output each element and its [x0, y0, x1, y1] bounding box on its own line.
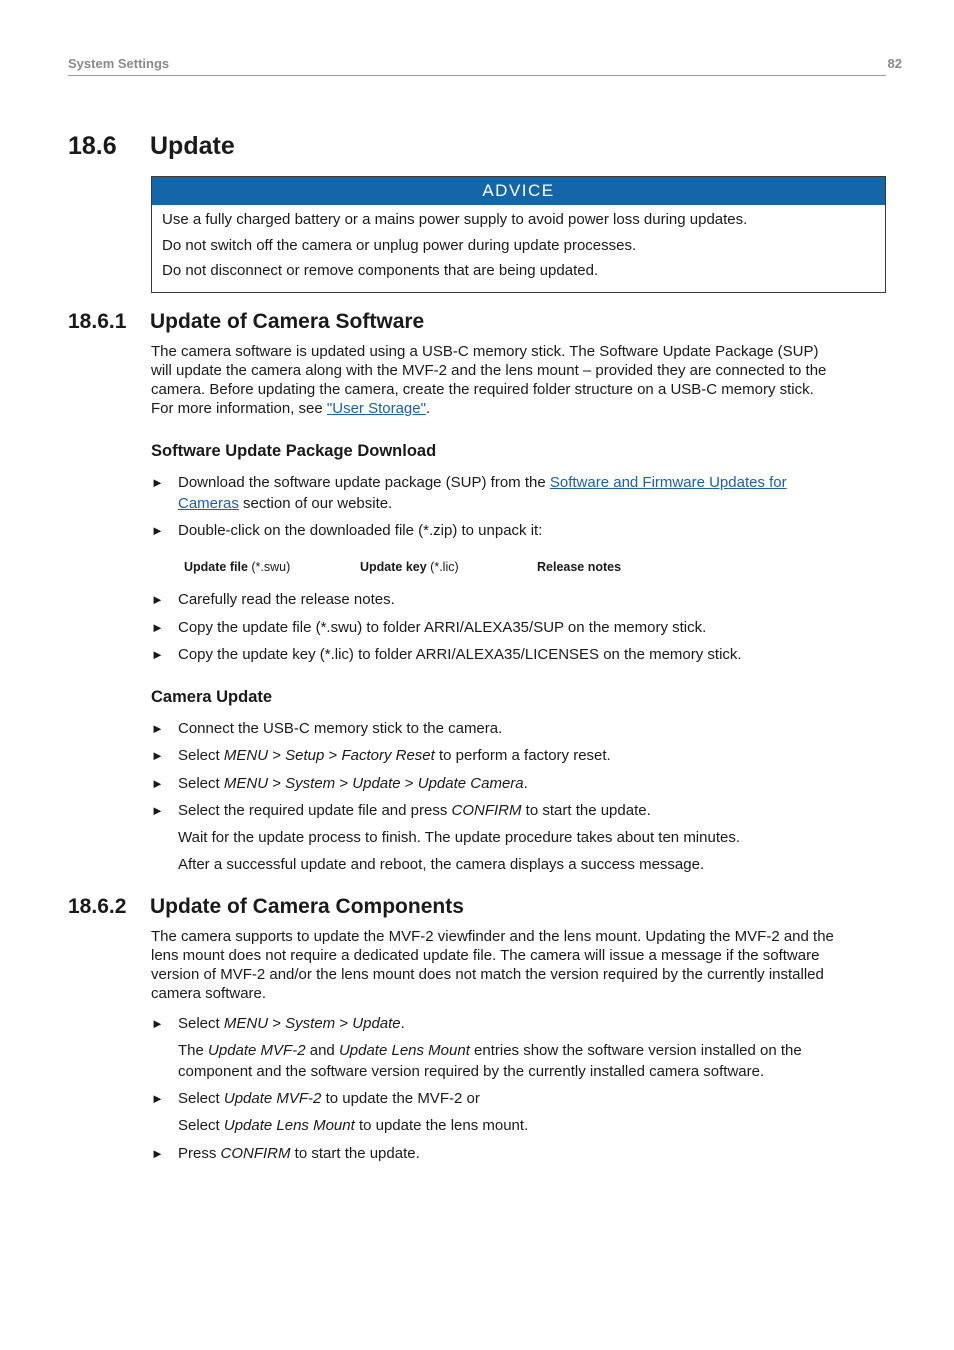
bullet-arrow-icon: ► — [151, 647, 164, 662]
advice-line: Do not switch off the camera or unplug power during update processes. — [162, 237, 637, 254]
bullet-arrow-icon: ► — [151, 592, 164, 607]
menu-path: Setup — [285, 747, 325, 764]
menu-path: Update — [352, 1015, 401, 1032]
t: to start the update. — [290, 1145, 420, 1162]
paragraph-line: version of MVF-2 and/or the lens mount does not match the version required by the currently installed — [151, 966, 824, 983]
advice-line: Do not disconnect or remove components that are being updated. — [162, 262, 599, 279]
t: > — [400, 775, 418, 792]
t: > — [268, 775, 286, 792]
bullet-arrow-icon: ► — [151, 721, 164, 736]
note-text: component and the software version required by the currently installed camera software. — [178, 1063, 765, 1080]
paragraph-line — [151, 399, 886, 418]
subsection-number: 18.6.1 — [68, 310, 127, 333]
list-text: section of our website. — [238, 495, 393, 512]
t: Select — [178, 747, 224, 764]
t: Select — [178, 775, 224, 792]
note-text — [178, 1115, 878, 1136]
paragraph-line: will update the camera along with the MVF-2 and the lens mount – provided they are connected to the — [151, 362, 827, 379]
paragraph-line: The camera software is updated using a USB-C memory stick. The Software Update Package (SUP) — [151, 343, 819, 360]
menu-path: Update Camera — [417, 775, 524, 792]
t: > — [335, 1015, 353, 1032]
advice-box — [151, 176, 886, 293]
file-name: Release notes — [537, 560, 622, 574]
list-item-text — [178, 745, 848, 766]
menu-path: MENU — [223, 1015, 269, 1032]
menu-path: Update MVF-2 — [223, 1090, 322, 1107]
subsection-title-text: Update of Camera Components — [150, 895, 464, 918]
bullet-arrow-icon: ► — [151, 475, 164, 490]
subsection-title-text: Update of Camera Software — [150, 310, 425, 333]
list-item-text — [178, 773, 848, 794]
paragraph-line: lens mount does not require a dedicated update file. The camera will issue a message if the software — [151, 947, 820, 964]
list-item-text: Carefully read the release notes. — [178, 591, 395, 608]
subsection-title-software — [68, 310, 424, 334]
camera-update-heading: Camera Update — [151, 688, 273, 706]
firmware-updates-link[interactable]: Software and Firmware Updates for — [549, 474, 787, 491]
bullet-arrow-icon: ► — [151, 620, 164, 635]
menu-path: CONFIRM — [451, 802, 522, 819]
menu-path: Update MVF-2 — [208, 1042, 306, 1059]
t: > — [335, 775, 353, 792]
t: to update the lens mount. — [354, 1117, 529, 1134]
t: Press — [178, 1145, 221, 1162]
list-item-text: Connect the USB-C memory stick to the camera. — [178, 720, 503, 737]
paragraph-line: camera. Before updating the camera, create the required folder structure on a USB-C memory stick. — [151, 381, 814, 398]
note-text: Wait for the update process to finish. The update procedure takes about ten minutes. — [178, 829, 741, 846]
paragraph-line: camera software. — [151, 985, 267, 1002]
components-intro-paragraph — [151, 927, 886, 1003]
page-number: 82 — [887, 56, 902, 71]
subsection-title-components — [68, 895, 464, 919]
bullet-arrow-icon: ► — [151, 776, 164, 791]
t: entries show the software version installed on the — [469, 1042, 802, 1059]
menu-path: Update Lens Mount — [338, 1042, 470, 1059]
section-title-text: Update — [150, 132, 235, 160]
t: to start the update. — [521, 802, 651, 819]
menu-path: Factory Reset — [341, 747, 435, 764]
list-item-text — [178, 1013, 848, 1034]
file-key — [360, 560, 459, 574]
paragraph-text: . — [425, 400, 431, 417]
paragraph-text: For more information, see — [151, 400, 327, 417]
menu-path: MENU — [223, 747, 269, 764]
file-release-notes — [537, 560, 621, 574]
file-ext: (*.swu) — [247, 560, 291, 574]
file-name: Update key — [360, 560, 427, 574]
t: Select — [178, 1117, 224, 1134]
bullet-arrow-icon: ► — [151, 803, 164, 818]
t: . — [523, 775, 528, 792]
bullet-arrow-icon: ► — [151, 1016, 164, 1031]
file-name: Update file — [184, 560, 248, 574]
menu-path: System — [285, 1015, 336, 1032]
t: to perform a factory reset. — [434, 747, 611, 764]
menu-path: Update Lens Mount — [223, 1117, 355, 1134]
file-update — [184, 560, 290, 574]
note-text: After a successful update and reboot, the camera displays a success message. — [178, 856, 705, 873]
bullet-arrow-icon: ► — [151, 1091, 164, 1106]
bullet-arrow-icon: ► — [151, 523, 164, 538]
t: > — [324, 747, 342, 764]
bullet-arrow-icon: ► — [151, 1146, 164, 1161]
subsection-number: 18.6.2 — [68, 895, 127, 918]
list-item-text — [178, 1143, 848, 1164]
list-item-text — [178, 800, 848, 821]
t: Select — [178, 1090, 224, 1107]
list-item-text — [178, 1088, 848, 1109]
t: > — [268, 1015, 286, 1032]
t: Select — [178, 1015, 224, 1032]
t: Select the required update file and press — [178, 802, 452, 819]
t: . — [400, 1015, 405, 1032]
menu-path: MENU — [223, 775, 269, 792]
list-item-text: Copy the update key (*.lic) to folder ARRI/ALEXA35/LICENSES on the memory stick. — [178, 646, 742, 663]
section-title — [68, 132, 235, 161]
list-text: Download the software update package (SUP) from the — [178, 474, 550, 491]
menu-path: System — [285, 775, 336, 792]
list-item-text — [178, 472, 848, 514]
list-item-text: Copy the update file (*.swu) to folder ARRI/ALEXA35/SUP on the memory stick. — [178, 619, 707, 636]
menu-path: CONFIRM — [220, 1145, 291, 1162]
paragraph-line: The camera supports to update the MVF-2 viewfinder and the lens mount. Updating the MVF-2 and the — [151, 928, 834, 945]
t: > — [268, 747, 286, 764]
bullet-arrow-icon: ► — [151, 748, 164, 763]
advice-label: ADVICE — [152, 177, 885, 205]
file-ext: (*.lic) — [426, 560, 459, 574]
section-number: 18.6 — [68, 132, 117, 160]
page-header — [68, 56, 902, 76]
firmware-updates-link-cont[interactable]: Cameras — [178, 495, 239, 512]
t: The — [178, 1042, 209, 1059]
header-section-title: System Settings — [68, 56, 170, 71]
download-heading: Software Update Package Download — [151, 442, 437, 460]
advice-line: Use a fully charged battery or a mains power supply to avoid power loss during updates. — [162, 211, 748, 228]
t: to update the MVF-2 or — [321, 1090, 480, 1107]
note-text — [178, 1040, 878, 1061]
user-storage-link[interactable]: "User Storage" — [326, 400, 426, 417]
t: and — [305, 1042, 339, 1059]
list-item-text: Double-click on the downloaded file (*.zip) to unpack it: — [178, 522, 543, 539]
software-intro-paragraph — [151, 342, 886, 418]
menu-path: Update — [352, 775, 401, 792]
